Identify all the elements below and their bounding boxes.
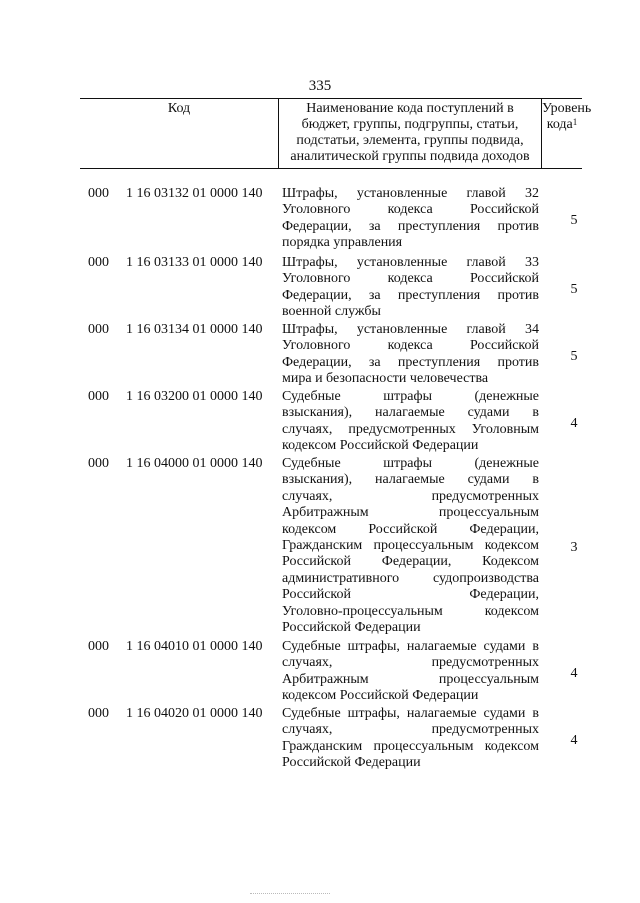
admin-code: 000 [88, 639, 109, 654]
header-code: Код [167, 101, 191, 116]
description-line: Штрафы, установленные главой 34 [282, 322, 539, 337]
description-line: мира и безопасности человечества [282, 371, 489, 387]
admin-code: 000 [88, 186, 109, 201]
description-line: случаях, предусмотренных [282, 655, 539, 671]
description-line: Гражданским процессуальным кодексом [282, 738, 539, 754]
scan-artifact [250, 893, 330, 896]
code-description [282, 706, 539, 772]
description-line: Гражданским процессуальным кодексом [282, 538, 539, 554]
code-level: 5 [570, 212, 578, 228]
header-name: Наименование кода поступлений в бюджет, группы, подгруппы, статьи, подстатьи, элемента, группы подвида, аналитической группы подвида доходов [290, 101, 530, 164]
code-level: 4 [570, 732, 578, 748]
description-line: Штрафы, установленные главой 32 [282, 186, 539, 201]
description-line: случаях, предусмотренных Уголовным [282, 421, 539, 437]
description-line: Судебные штрафы (денежные [282, 456, 539, 471]
description-line: Российской Федерации, Кодексом [282, 554, 539, 570]
description-line: взыскания), налагаемые судами в [282, 472, 539, 488]
code-description [282, 186, 539, 252]
description-line: Судебные штрафы, налагаемые судами в [282, 706, 539, 721]
admin-code: 000 [88, 322, 109, 337]
revenue-code: 1 16 04000 01 0000 140 [126, 456, 263, 471]
description-line: кодексом Российской Федерации, [282, 521, 539, 537]
admin-code: 000 [88, 389, 109, 404]
footnote-mark: 1 [572, 117, 578, 127]
code-description [282, 255, 539, 321]
revenue-code: 1 16 03200 01 0000 140 [126, 389, 263, 404]
description-line: кодексом Российской Федерации [282, 438, 479, 454]
description-line: Судебные штрафы, налагаемые судами в [282, 639, 539, 654]
code-description [282, 389, 539, 455]
admin-code: 000 [88, 456, 109, 471]
description-line: Арбитражным процессуальным [282, 505, 539, 521]
description-line: Судебные штрафы (денежные [282, 389, 539, 404]
description-line: Федерации, за преступления против [282, 218, 539, 234]
description-line: кодексом Российской Федерации [282, 688, 479, 704]
description-line: случаях, предусмотренных [282, 488, 539, 504]
revenue-code: 1 16 03134 01 0000 140 [126, 322, 263, 337]
description-line: Федерации, за преступления против [282, 354, 539, 370]
description-line: случаях, предусмотренных [282, 722, 539, 738]
description-line: взыскания), налагаемые судами в [282, 405, 539, 421]
code-level: 4 [570, 665, 578, 681]
revenue-code: 1 16 03132 01 0000 140 [126, 186, 263, 201]
code-description [282, 322, 539, 388]
code-level: 4 [570, 415, 578, 431]
description-line: Российской Федерации, [282, 587, 539, 603]
description-line: административного судопроизводства [282, 570, 539, 586]
code-level: 5 [570, 281, 578, 297]
code-description [282, 639, 539, 705]
admin-code: 000 [88, 255, 109, 270]
description-line: Уголовного кодекса Российской [282, 202, 539, 218]
code-description [282, 456, 539, 636]
description-line: Арбитражным процессуальным [282, 671, 539, 687]
description-line: Российской Федерации [282, 755, 421, 771]
revenue-code: 1 16 03133 01 0000 140 [126, 255, 263, 270]
code-level: 5 [570, 348, 578, 364]
description-line: Уголовного кодекса Российской [282, 338, 539, 354]
description-line: Уголовного кодекса Российской [282, 271, 539, 287]
revenue-code: 1 16 04010 01 0000 140 [126, 639, 263, 654]
revenue-code: 1 16 04020 01 0000 140 [126, 706, 263, 721]
description-line: Штрафы, установленные главой 33 [282, 255, 539, 270]
description-line: Федерации, за преступления против [282, 287, 539, 303]
page-number: 335 [308, 78, 332, 94]
description-line: порядка управления [282, 235, 403, 251]
header-level: Уровень кода$^1$ [542, 101, 592, 132]
table-header [80, 98, 592, 169]
description-line: военной службы [282, 304, 381, 320]
description-line: Уголовно-процессуальным кодексом [282, 603, 539, 619]
admin-code: 000 [88, 706, 109, 721]
code-level: 3 [570, 540, 578, 555]
description-line: Российской Федерации [282, 620, 421, 636]
